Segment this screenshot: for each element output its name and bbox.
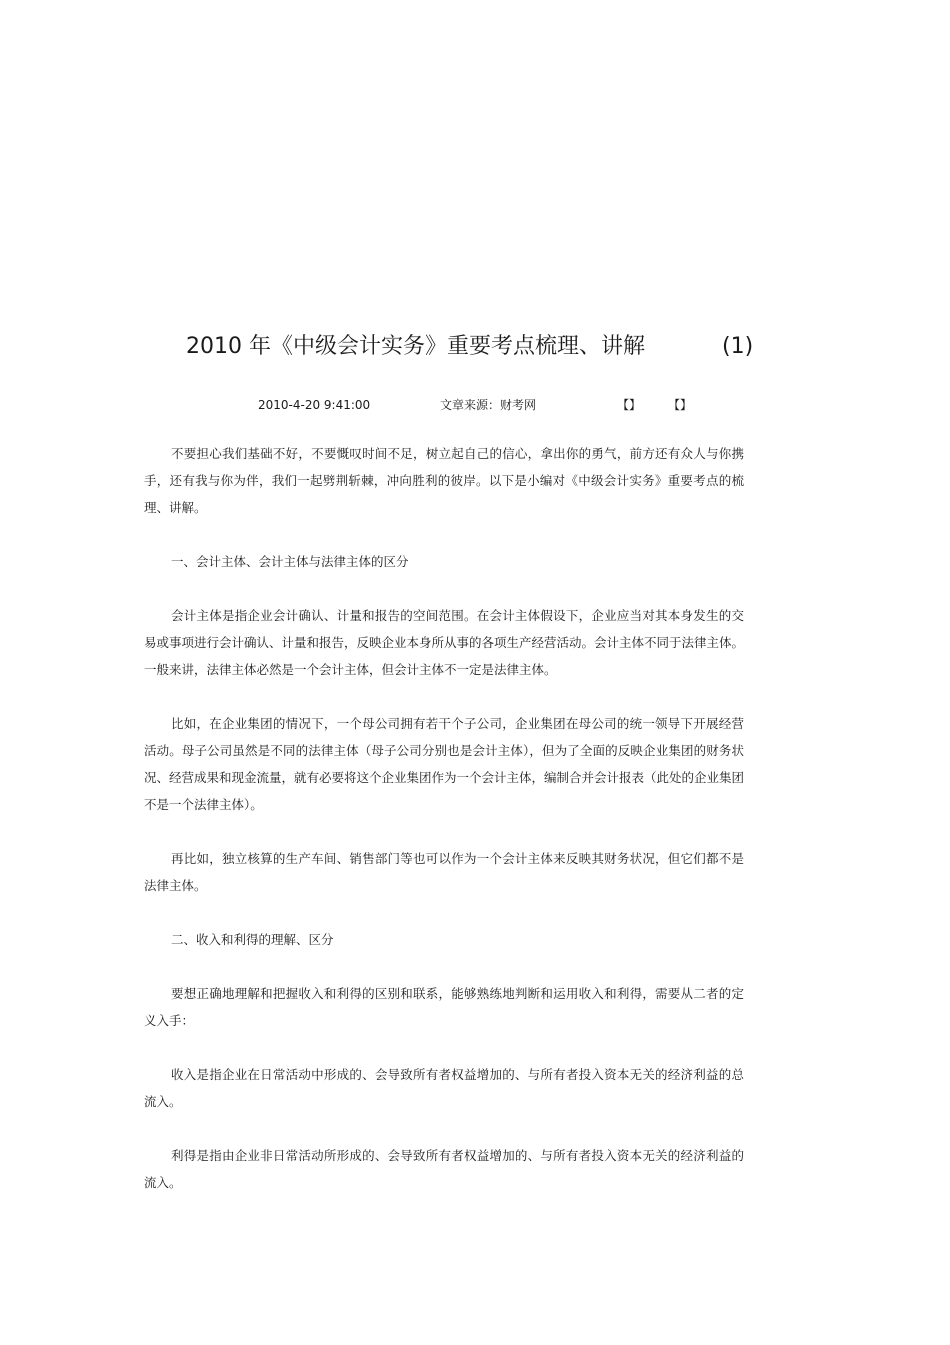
article-meta bbox=[0, 396, 950, 414]
section-heading-1: 一、会计主体、会计主体与法律主体的区分 bbox=[171, 554, 409, 569]
body-paragraph: 利得是指由企业非日常活动所形成的、会导致所有者权益增加的、与所有者投入资本无关的经济利益的流入。 bbox=[144, 1148, 744, 1190]
body-paragraph: 再比如，独立核算的生产车间、销售部门等也可以作为一个会计主体来反映其财务状况，但它们都不是法律主体。 bbox=[144, 851, 744, 893]
body-paragraph: 收入是指企业在日常活动中形成的、会导致所有者权益增加的、与所有者投入资本无关的经济利益的总流入。 bbox=[144, 1067, 744, 1109]
section-heading-2: 二、收入和利得的理解、区分 bbox=[171, 932, 334, 947]
article-title-number: (1) bbox=[722, 334, 754, 359]
body-paragraph: 会计主体是指企业会计确认、计量和报告的空间范围。在会计主体假设下，企业应当对其本身发生的交易或事项进行会计确认、计量和报告，反映企业本身所从事的各项生产经营活动。会计主体不同于法律主体。一般来讲，法律主体必然是一个会计主体，但会计主体不一定是法律主体。 bbox=[144, 608, 745, 677]
body-paragraph: 要想正确地理解和把握收入和利得的区别和联系，能够熟练地判断和运用收入和利得，需要从二者的定义入手： bbox=[144, 986, 744, 1028]
intro-paragraph: 不要担心我们基础不好，不要慨叹时间不足，树立起自己的信心，拿出你的勇气，前方还有众人与你携手，还有我与你为伴，我们一起劈荆斩棘，冲向胜利的彼岸。以下是小编对《中级会计实务》重要考点的梳理、讲解。 bbox=[144, 446, 744, 515]
article-source: 文章来源：财考网 bbox=[440, 398, 537, 412]
bracket-link-1[interactable]: 【】 bbox=[617, 398, 642, 412]
article-title: 2010 年《中级会计实务》重要考点梳理、讲解 bbox=[186, 334, 645, 359]
bracket-link-2[interactable]: 【】 bbox=[668, 398, 693, 412]
article-title-row bbox=[0, 330, 950, 364]
body-paragraph: 比如，在企业集团的情况下，一个母公司拥有若干个子公司，企业集团在母公司的统一领导下开展经营活动。母子公司虽然是不同的法律主体（母子公司分别也是会计主体），但为了全面的反映企业集团的财务状况、经营成果和现金流量，就有必要将这个企业集团作为一个会计主体，编制合并会计报表（此处的企业集团不是一个法律主体）。 bbox=[144, 716, 745, 812]
publish-date: 2010-4-20 9:41:00 bbox=[258, 398, 371, 412]
article-body bbox=[144, 440, 744, 1223]
